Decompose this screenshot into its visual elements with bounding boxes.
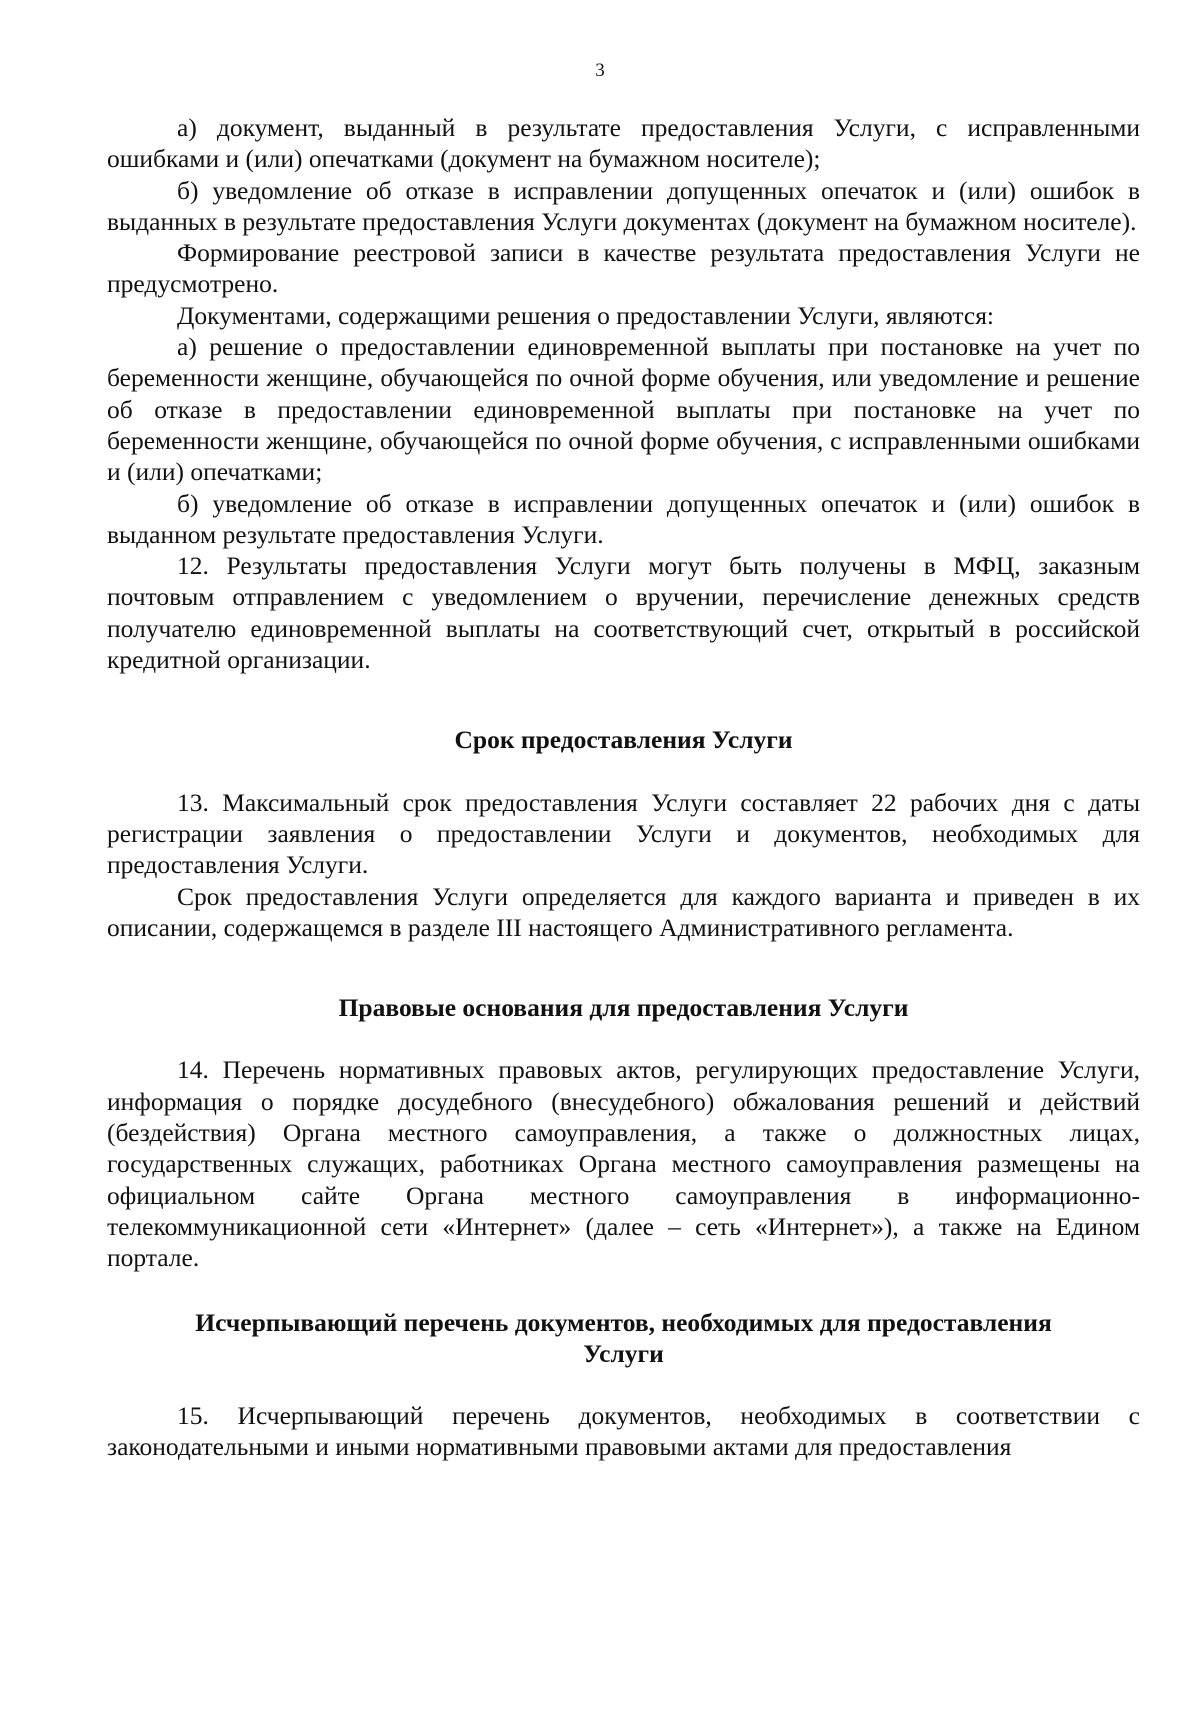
- heading-documents-list-line1: Исчерпывающий перечень документов, необходимых для предоставления: [195, 1307, 1052, 1337]
- paragraph-decision-documents: Документами, содержащими решения о предоставлении Услуги, являются:: [177, 300, 995, 330]
- paragraph-registry-record: Формирование реестровой записи в качестве результата предоставления Услуги не предусмотрено.: [107, 238, 1140, 299]
- heading-documents-list: [107, 1307, 1140, 1370]
- paragraph-decision-a: а) решение о предоставлении единовременной выплаты при постановке на учет по беременности женщине, обучающейся по очной форме обучения, или уведомление и решение об отказе в предоставлении единовременной выплаты при постановке на учет по беременности женщине, обучающейся по очной форме обучения, с исправленными ошибками и (или) опечатками;: [107, 332, 1140, 487]
- page-number: 3: [595, 60, 605, 81]
- paragraph-result-a: а) документ, выданный в результате предоставления Услуги, с исправленными ошибками и (или) опечатками (документ на бумажном носителе);: [107, 113, 1140, 174]
- heading-legal-grounds: Правовые основания для предоставления Услуги: [338, 993, 909, 1023]
- paragraph-decision-b: б) уведомление об отказе в исправлении допущенных опечаток и (или) ошибок в выданном результате предоставления Услуги.: [107, 488, 1140, 549]
- paragraph-13-term-variants: Срок предоставления Услуги определяется для каждого варианта и приведен в их описании, содержащемся в разделе III настоящего Административного регламента.: [107, 881, 1140, 942]
- heading-service-term: Срок предоставления Услуги: [454, 725, 793, 755]
- heading-documents-list-line2: Услуги: [583, 1338, 664, 1368]
- paragraph-12: 12. Результаты предоставления Услуги могут быть получены в МФЦ, заказным почтовым отправлением с уведомлением о вручении, перечисление денежных средств получателю единовременной выплаты на соответствующий счет, открытый в российской кредитной организации.: [107, 551, 1140, 675]
- document-body: [107, 112, 1140, 1463]
- paragraph-15: 15. Исчерпывающий перечень документов, необходимых в соответствии с законодательными и иными нормативными правовыми актами для предоставления: [107, 1401, 1140, 1462]
- paragraph-14: 14. Перечень нормативных правовых актов, регулирующих предоставление Услуги, информация о порядке досудебного (внесудебного) обжалования решений и действий (бездействия) Органа местного самоуправления, а также о должностных лицах, государственных служащих, работниках Органа местного самоуправления размещены на официальном сайте Органа местного самоуправления в информационно-телекоммуникационной сети «Интернет» (далее – сеть «Интернет»), а также на Едином портале.: [107, 1055, 1140, 1273]
- paragraph-result-b: б) уведомление об отказе в исправлении допущенных опечаток и (или) ошибок в выданных в результате предоставления Услуги документах (документ на бумажном носителе).: [107, 175, 1140, 236]
- paragraph-13: 13. Максимальный срок предоставления Услуги составляет 22 рабочих дня с даты регистрации заявления о предоставлении Услуги и документов, необходимых для предоставления Услуги.: [107, 787, 1140, 880]
